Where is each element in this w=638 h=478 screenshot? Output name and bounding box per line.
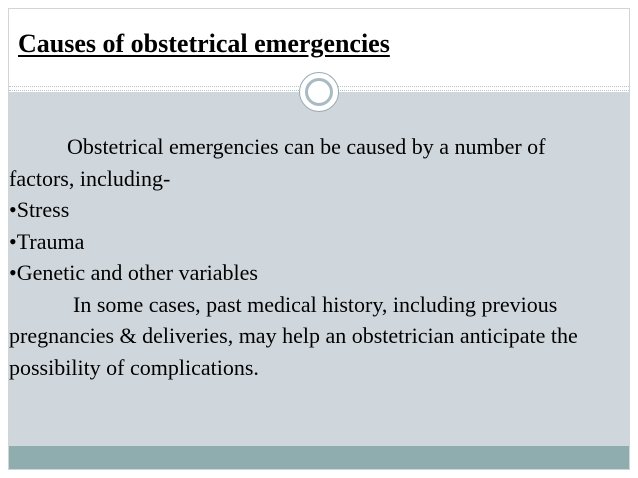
closing-paragraph: In some cases, past medical history, including previous pregnancies & deliveries, may help an obstetrician anticipate the possibility of complications. <box>9 291 578 380</box>
bullet-item: •Genetic and other variables <box>9 260 258 285</box>
slide-title: Causes of obstetrical emergencies <box>18 29 390 58</box>
intro-paragraph: Obstetrical emergencies can be caused by a number of factors, including- <box>9 134 546 191</box>
slide-body <box>9 131 609 383</box>
bullet-item: •Stress <box>9 197 70 222</box>
circle-ornament-icon <box>299 72 339 112</box>
bullet-item: •Trauma <box>9 228 85 254</box>
footer-bar <box>9 446 629 469</box>
